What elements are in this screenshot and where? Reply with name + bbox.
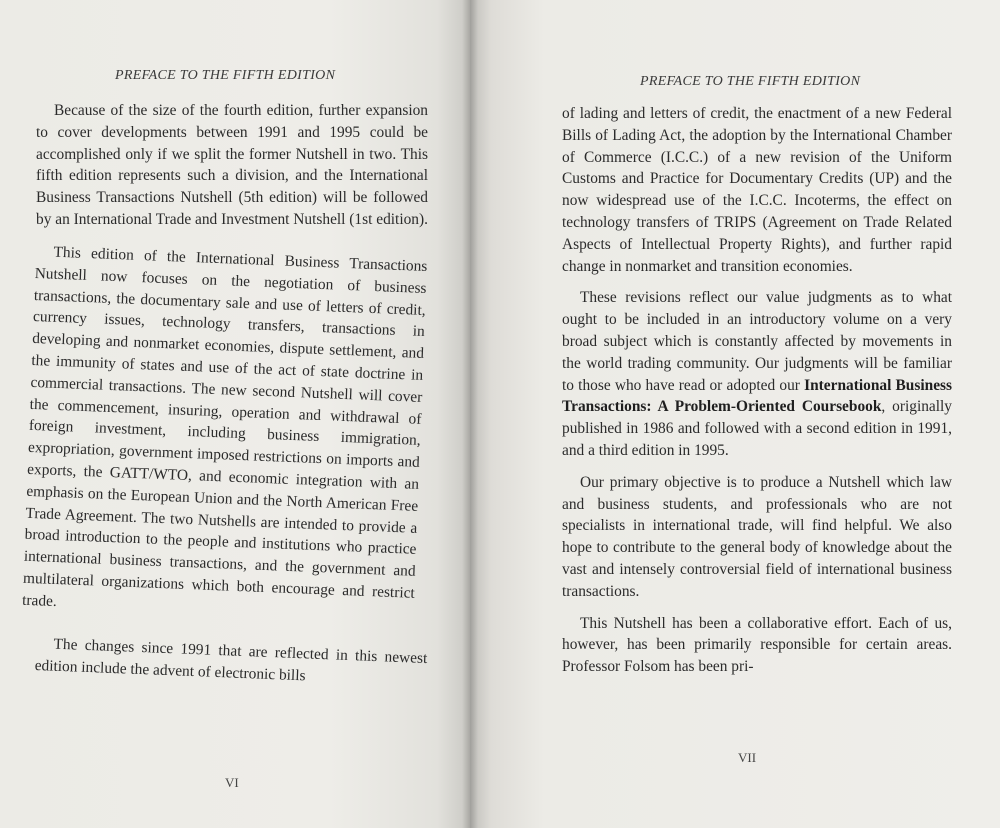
left-running-head: PREFACE TO THE FIFTH EDITION <box>115 68 336 83</box>
right-paragraph-2-text-a: These revisions reflect our value judgments as to what ought to be included in an introductory volume on a very broad subject which is constantly affected by movements in the world trading community. Our judgments will be familiar to those who have read or adopted our <box>562 289 952 394</box>
left-page <box>0 0 470 828</box>
right-paragraph-1: of lading and letters of credit, the enactment of a new Federal Bills of Lading Act, the adoption by the International Chamber of Commerce (I.C.C.) of a new revision of the Uniform Customs and Practice for Documentary Credits (UP) and the now widespread use of the I.C.C. Incoterms, the effect on technology transfers of TRIPS (Agreement on Trade Related Aspects of Intellectual Property Rights), and further rapid change in nonmarket and transition economies. <box>562 105 952 275</box>
right-paragraph-2-text-b: , originally published in 1986 and followed with a second edition in 1991, and a third edition in 1995. <box>562 398 952 459</box>
left-paragraph-2: This edition of the International Business Transactions Nutshell now focuses on the negotiation of business transactions, the documentary sale and use of letters of credit, currency issues, technology transfers, transactions in developing and nonmarket economies, dispute settlement, and the immunity of states and use of the act of state doctrine in commercial transactions. The new second Nutshell will cover the commencement, insuring, operation and withdrawal of foreign investment, including business immigration, expropriation, government imposed restrictions on imports and exports, the GATT/WTO, and economic integration with an emphasis on the European Union and the North American Free Trade Agreement. The two Nutshells are intended to provide a broad introduction to the people and institutions who practice international business transactions, and the government and multilateral organizations which both encourage and restrict trade. <box>21 243 428 610</box>
left-paragraph-1: Because of the size of the fourth edition, further expansion to cover developments between 1991 and 1995 could be accomplished only if we split the former Nutshell in two. This fifth edition represents such a division, and the International Business Transactions Nutshell (5th edition) will be followed by an International Trade and Investment Nutshell (1st edition). <box>36 102 428 228</box>
left-page-body <box>21 100 428 687</box>
book-gutter-shadow <box>462 0 478 828</box>
left-paragraph-3: The changes since 1991 that are reflected in this newest edition include the advent of electronic bills <box>34 636 428 685</box>
right-page-body <box>562 103 952 688</box>
left-page-number: VI <box>225 775 239 790</box>
right-running-head: PREFACE TO THE FIFTH EDITION <box>640 74 861 89</box>
right-page <box>470 0 1000 828</box>
right-page-number: VII <box>738 750 757 765</box>
coursebook-title: International Business Transactions: A Problem-Oriented Coursebook <box>562 376 952 416</box>
right-paragraph-4: This Nutshell has been a collaborative effort. Each of us, however, has been primarily responsible for certain areas. Professor Folsom has been pri- <box>562 614 952 676</box>
right-paragraph-2 <box>562 287 952 461</box>
right-paragraph-3: Our primary objective is to produce a Nutshell which law and business students, and professionals who are not specialists in international trade, will find helpful. We also hope to contribute to the general body of knowledge about the vast and intensely controversial field of international business transactions. <box>562 473 952 600</box>
